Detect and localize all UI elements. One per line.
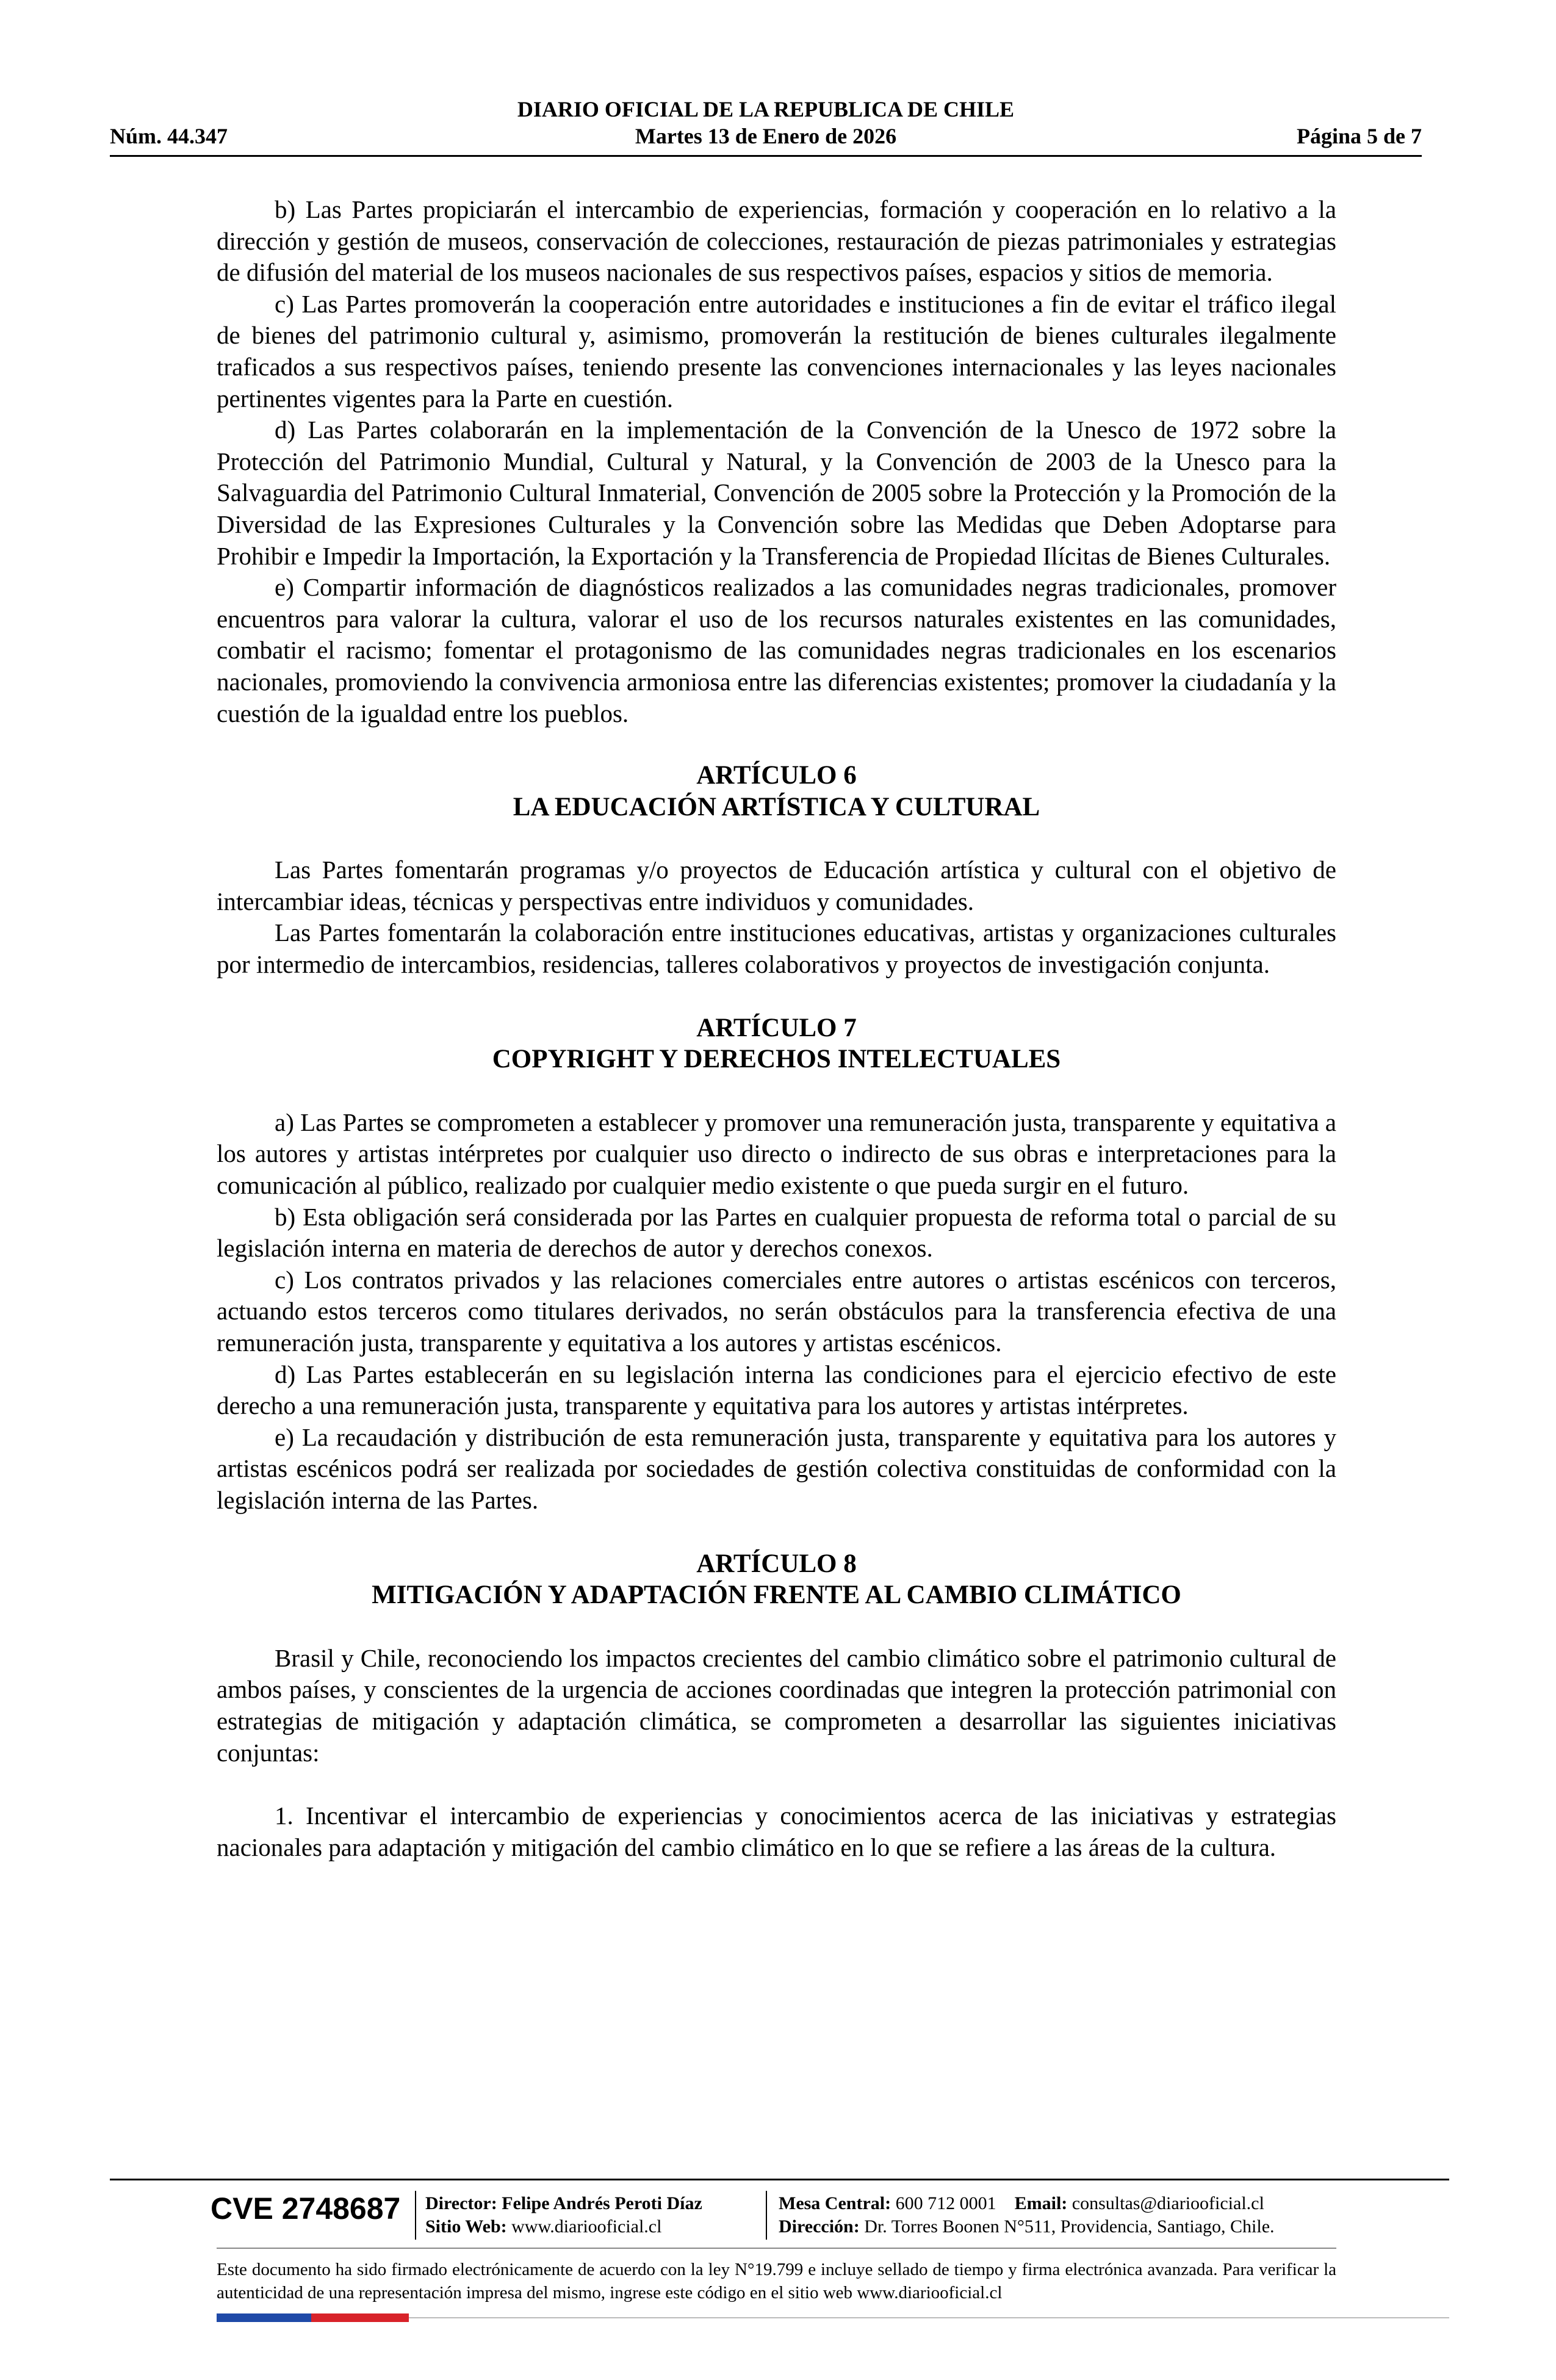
article-heading-title: LA EDUCACIÓN ARTÍSTICA Y CULTURAL: [513, 792, 1040, 821]
header-divider: [110, 155, 1422, 157]
paragraph: Las Partes fomentarán programas y/o proyectos de Educación artística y cultural con el objetivo de intercambiar ideas, técnicas y perspectivas entre individuos y comunidades.: [217, 856, 1336, 915]
article-heading-number: ARTÍCULO 6: [696, 761, 857, 790]
paragraph: b) Esta obligación será considerada por las Partes en cualquier propuesta de reforma total o parcial de su legislación interna en materia de derechos de autor y derechos conexos.: [217, 1202, 1336, 1263]
footer-contact-left: [425, 2192, 702, 2238]
address-value: Dr. Torres Boonen N°511, Providencia, Santiago, Chile.: [864, 2216, 1275, 2237]
paragraph: b) Las Partes propiciarán el intercambio de experiencias, formación y cooperación en lo relativo a la dirección y gestión de museos, conservación de colecciones, restauración de piezas patrimoniales y estrategias de difusión del material de los museos nacionales de sus respectivos países, espacios y sitios de memoria.: [217, 195, 1336, 287]
website-link[interactable]: www.diariooficial.cl: [511, 2216, 662, 2237]
flag-stripe-blue: [217, 2313, 311, 2322]
phone-number: 600 712 0001: [895, 2193, 996, 2213]
address-label: Dirección:: [779, 2216, 860, 2237]
signature-note: Este documento ha sido firmado electrónicamente de acuerdo con la ley N°19.799 e incluye sellado de tiempo y firma electrónica avanzada. Para verificar la autenticidad de una representación impresa del mismo, ingrese este código en el sitio web www.diariooficial.cl: [217, 2260, 1336, 2302]
article-heading-title: MITIGACIÓN Y ADAPTACIÓN FRENTE AL CAMBIO CLIMÁTICO: [372, 1581, 1181, 1610]
article-heading-number: ARTÍCULO 7: [696, 1013, 857, 1042]
footer-divider: [110, 2179, 1449, 2180]
paragraph: Las Partes fomentarán la colaboración entre instituciones educativas, artistas y organizaciones culturales por intermedio de intercambios, residencias, talleres colaborativos y proyectos de investigación conjunta.: [217, 918, 1336, 979]
paragraph: e) Compartir información de diagnósticos realizados a las comunidades negras tradicionales, promover encuentros para valorar la cultura, valorar el uso de los recursos naturales existentes en las comunidades, combatir el racismo; fomentar el protagonismo de las comunidades negras tradicionales en los escenarios nacionales, promoviendo la convivencia armoniosa entre las diferencias existentes; promover la ciudadanía y la cuestión de la igualdad entre los pueblos.: [217, 573, 1336, 727]
footer-divider-thin: [217, 2248, 1336, 2249]
footer-contact-right: [779, 2192, 1275, 2238]
document-body: [217, 194, 1336, 1863]
newspaper-title: DIARIO OFICIAL DE LA REPUBLICA DE CHILE: [517, 97, 1015, 121]
page-header: [110, 96, 1422, 157]
paragraph: Brasil y Chile, reconociendo los impactos crecientes del cambio climático sobre el patrimonio cultural de ambos países, y conscientes de la urgencia de acciones coordinadas que integren la protección patrimonial con estrategias de mitigación y adaptación climática, se comprometen a desarrollar las siguientes iniciativas conjuntas:: [217, 1643, 1336, 1767]
phone-label: Mesa Central:: [779, 2193, 891, 2213]
website-label: Sitio Web:: [425, 2216, 507, 2237]
paragraph: a) Las Partes se comprometen a establecer y promover una remuneración justa, transparente y equitativa a los autores y artistas intérpretes por cualquier uso directo o indirecto de sus obras e interpretaciones para la comunicación al público, realizado por cualquier medio existente o que pueda surgir en el futuro.: [217, 1108, 1336, 1200]
paragraph: d) Las Partes establecerán en su legislación interna las condiciones para el ejercicio efectivo de este derecho a una remuneración justa, transparente y equitativa para los autores y artistas intérpretes.: [217, 1360, 1336, 1420]
footer-separator: [415, 2191, 416, 2240]
paragraph: e) La recaudación y distribución de esta remuneración justa, transparente y equitativa para los autores y artistas escénicos podrá ser realizada por sociedades de gestión colectiva constituidas de conformidad con la legislación interna de las Partes.: [217, 1423, 1336, 1514]
footer-separator: [766, 2191, 767, 2240]
issue-number: Núm. 44.347: [110, 124, 228, 148]
paragraph: d) Las Partes colaborarán en la implementación de la Convención de la Unesco de 1972 sobre la Protección del Patrimonio Mundial, Cultural y Natural, y la Convención de 2003 de la Unesco para la Salvaguardia del Patrimonio Cultural Inmaterial, Convención de 2005 sobre la Protección y la Promoción de la Diversidad de las Expresiones Culturales y la Convención sobre las Medidas que Deben Adoptarse para Prohibir e Impedir la Importación, la Exportación y la Transferencia de Propiedad Ilícitas de Bienes Culturales.: [217, 416, 1336, 570]
director-name: Felipe Andrés Peroti Díaz: [502, 2193, 702, 2213]
cve-code: CVE 2748687: [211, 2191, 401, 2226]
article-heading-number: ARTÍCULO 8: [696, 1549, 857, 1578]
article-heading-title: COPYRIGHT Y DERECHOS INTELECTUALES: [492, 1045, 1061, 1074]
director-label: Director:: [425, 2193, 497, 2213]
email-label: Email:: [1014, 2193, 1068, 2213]
paragraph: c) Las Partes promoverán la cooperación entre autoridades e instituciones a fin de evitar el tráfico ilegal de bienes del patrimonio cultural y, asimismo, promoverán la restitución de bienes culturales ilegalmente traficados a sus respectivos países, teniendo presente las convenciones internacionales y las leyes nacionales pertinentes vigentes para la Parte en cuestión.: [217, 289, 1336, 413]
paragraph: 1. Incentivar el intercambio de experiencias y conocimientos acerca de las iniciativas y estrategias nacionales para adaptación y mitigación del cambio climático en lo que se refiere a las áreas de la cultura.: [217, 1801, 1336, 1861]
issue-date: Martes 13 de Enero de 2026: [635, 124, 897, 148]
page-number: Página 5 de 7: [1296, 124, 1422, 148]
paragraph: c) Los contratos privados y las relaciones comerciales entre autores o artistas escénicos con terceros, actuando estos terceros como titulares derivados, no serán obstáculos para la transferencia efectiva de una remuneración justa, transparente y equitativa a los autores y artistas escénicos.: [217, 1265, 1336, 1357]
email-link[interactable]: consultas@diariooficial.cl: [1072, 2193, 1264, 2213]
flag-stripe-red: [311, 2313, 409, 2322]
